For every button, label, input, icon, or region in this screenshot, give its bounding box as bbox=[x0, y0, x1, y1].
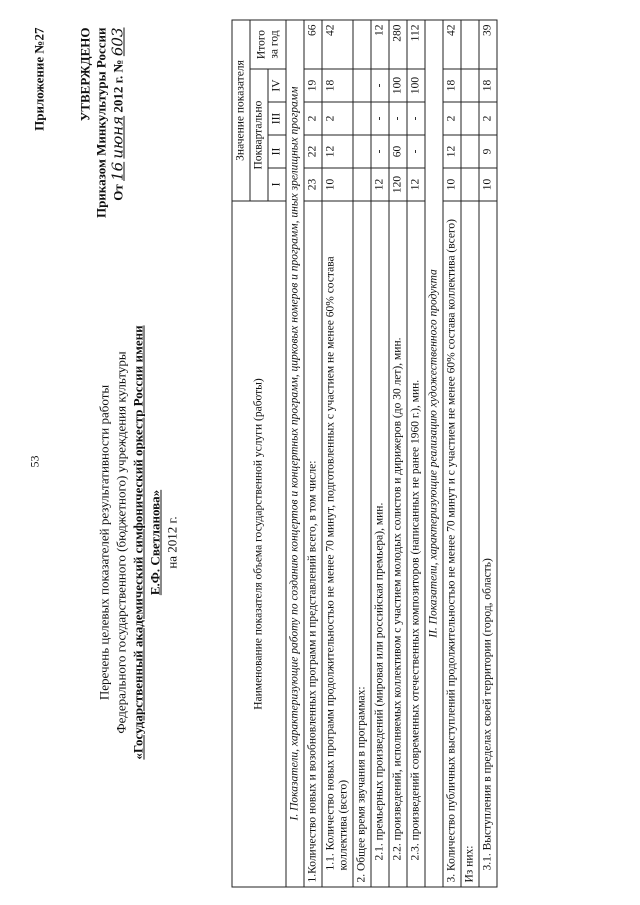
section-row bbox=[425, 20, 443, 887]
row-q2: 9 bbox=[479, 135, 497, 168]
date-prefix: От bbox=[110, 184, 126, 201]
row-total: 39 bbox=[479, 20, 497, 69]
row-q3 bbox=[353, 102, 371, 135]
table-row bbox=[479, 20, 497, 887]
section-row bbox=[286, 20, 304, 887]
row-label: 2.1. премьерных произведений (мировая или российская премьера), мин. bbox=[371, 201, 389, 887]
row-q4: 18 bbox=[443, 69, 461, 102]
rotated-page bbox=[28, 18, 613, 888]
page-number: 53 bbox=[27, 455, 42, 468]
indicators-table bbox=[232, 20, 498, 888]
section-2-text: Показатели, характеризующие реализацию художественного продукта bbox=[427, 269, 440, 625]
row-total: 280 bbox=[389, 20, 407, 69]
section-1-text: Показатели, характеризующие работу по созданию концертов и концертных программ, цирковых номеров и программ, иных зрелищных программ bbox=[288, 86, 301, 811]
row-label: 1.Количество новых и возобновленных программ и представлений всего, в том числе: bbox=[304, 201, 322, 887]
row-label: 1.1. Количество новых программ продолжительностью не менее 70 минут, подготовленных с участием не менее 60% состава коллектива (всего) bbox=[322, 201, 353, 887]
section-1-heading bbox=[286, 20, 304, 887]
table-row bbox=[353, 20, 371, 887]
row-label: 2.2. произведений, исполняемых коллективом с участием молодых солистов и дирижеров (до 30 лет), мин. bbox=[389, 201, 407, 887]
header-q1: I bbox=[268, 168, 286, 201]
row-total: 12 bbox=[371, 20, 389, 69]
section-1-number: I. bbox=[288, 813, 301, 821]
row-q2: - bbox=[407, 135, 425, 168]
row-label: Из них: bbox=[461, 201, 479, 887]
row-q4 bbox=[461, 69, 479, 102]
row-q2 bbox=[353, 135, 371, 168]
order-line: Приказом Минкультуры России bbox=[93, 27, 109, 219]
row-q3: - bbox=[371, 102, 389, 135]
order-month: июня bbox=[108, 115, 127, 159]
approval-stamp bbox=[78, 28, 127, 219]
row-q1: 10 bbox=[322, 168, 353, 201]
header-total: Итого за год bbox=[250, 20, 286, 69]
header-quarterly: Поквартально bbox=[250, 69, 268, 201]
document-title bbox=[96, 318, 181, 768]
row-label: 3. Количество публичных выступлений продолжительностью не менее 70 минут и с участием не менее 60% состава коллектива (всего) bbox=[443, 201, 461, 887]
row-q3 bbox=[461, 102, 479, 135]
row-q1: 10 bbox=[479, 168, 497, 201]
title-line-2: Федерального государственного (бюджетного) учреждения культуры bbox=[113, 351, 129, 734]
section-2-heading bbox=[425, 20, 443, 887]
row-q4: 18 bbox=[479, 69, 497, 102]
title-line-1: Перечень целевых показателей результативности работы bbox=[96, 384, 112, 701]
row-q1: 12 bbox=[407, 168, 425, 201]
table-row bbox=[371, 20, 389, 887]
header-q3: III bbox=[268, 102, 286, 135]
row-q1: 23 bbox=[304, 168, 322, 201]
row-label: 3.1. Выступления в пределах своей территории (город, область) bbox=[479, 201, 497, 887]
row-total bbox=[461, 20, 479, 69]
row-q3: - bbox=[407, 102, 425, 135]
row-q3: 2 bbox=[479, 102, 497, 135]
row-q1: 120 bbox=[389, 168, 407, 201]
row-total: 112 bbox=[407, 20, 425, 69]
row-q2 bbox=[461, 135, 479, 168]
order-number: 603 bbox=[108, 27, 127, 57]
row-total: 42 bbox=[443, 20, 461, 69]
header-row-1 bbox=[232, 20, 250, 887]
row-q4 bbox=[353, 69, 371, 102]
row-q2: 22 bbox=[304, 135, 322, 168]
table-row bbox=[461, 20, 479, 887]
order-day: 16 bbox=[108, 161, 127, 181]
header-name: Наименование показателя объема государственной услуги (работы) bbox=[232, 201, 286, 887]
row-q4: 100 bbox=[407, 69, 425, 102]
row-label: 2. Общее время звучания в программах: bbox=[353, 201, 371, 887]
title-line-3: «Государственный академический симфонический оркестр России имени Е.Ф. Светланова» bbox=[130, 325, 163, 760]
appendix-label: Приложение №27 bbox=[31, 27, 47, 131]
table-row bbox=[407, 20, 425, 887]
row-q2: 60 bbox=[389, 135, 407, 168]
table-row bbox=[443, 20, 461, 887]
row-q1 bbox=[461, 168, 479, 201]
row-q2: 12 bbox=[322, 135, 353, 168]
row-q3: 2 bbox=[322, 102, 353, 135]
row-q3: 2 bbox=[304, 102, 322, 135]
header-values: Значение показателя bbox=[232, 20, 250, 201]
order-date-line bbox=[110, 28, 127, 219]
table-row bbox=[304, 20, 322, 887]
table-row bbox=[322, 20, 353, 887]
title-line-4: на 2012 г. bbox=[164, 516, 180, 569]
approved-heading: УТВЕРЖДЕНО bbox=[77, 27, 93, 122]
row-q4: - bbox=[371, 69, 389, 102]
table-row bbox=[389, 20, 407, 887]
row-total: 66 bbox=[304, 20, 322, 69]
header-q4: IV bbox=[268, 69, 286, 102]
row-q4: 18 bbox=[322, 69, 353, 102]
row-q2: 12 bbox=[443, 135, 461, 168]
row-q2: - bbox=[371, 135, 389, 168]
row-total bbox=[353, 20, 371, 69]
section-2-number: II. bbox=[427, 627, 440, 638]
header-q2: II bbox=[268, 135, 286, 168]
row-q1: 10 bbox=[443, 168, 461, 201]
order-year: 2012 г. № bbox=[110, 59, 126, 113]
row-q3: - bbox=[389, 102, 407, 135]
row-q3: 2 bbox=[443, 102, 461, 135]
row-q4: 19 bbox=[304, 69, 322, 102]
row-q1 bbox=[353, 168, 371, 201]
row-q1: 12 bbox=[371, 168, 389, 201]
row-q4: 100 bbox=[389, 69, 407, 102]
row-total: 42 bbox=[322, 20, 353, 69]
row-label: 2.3. произведений современных отечественных композиторов (написанных не ранее 1960 г.), мин. bbox=[407, 201, 425, 887]
